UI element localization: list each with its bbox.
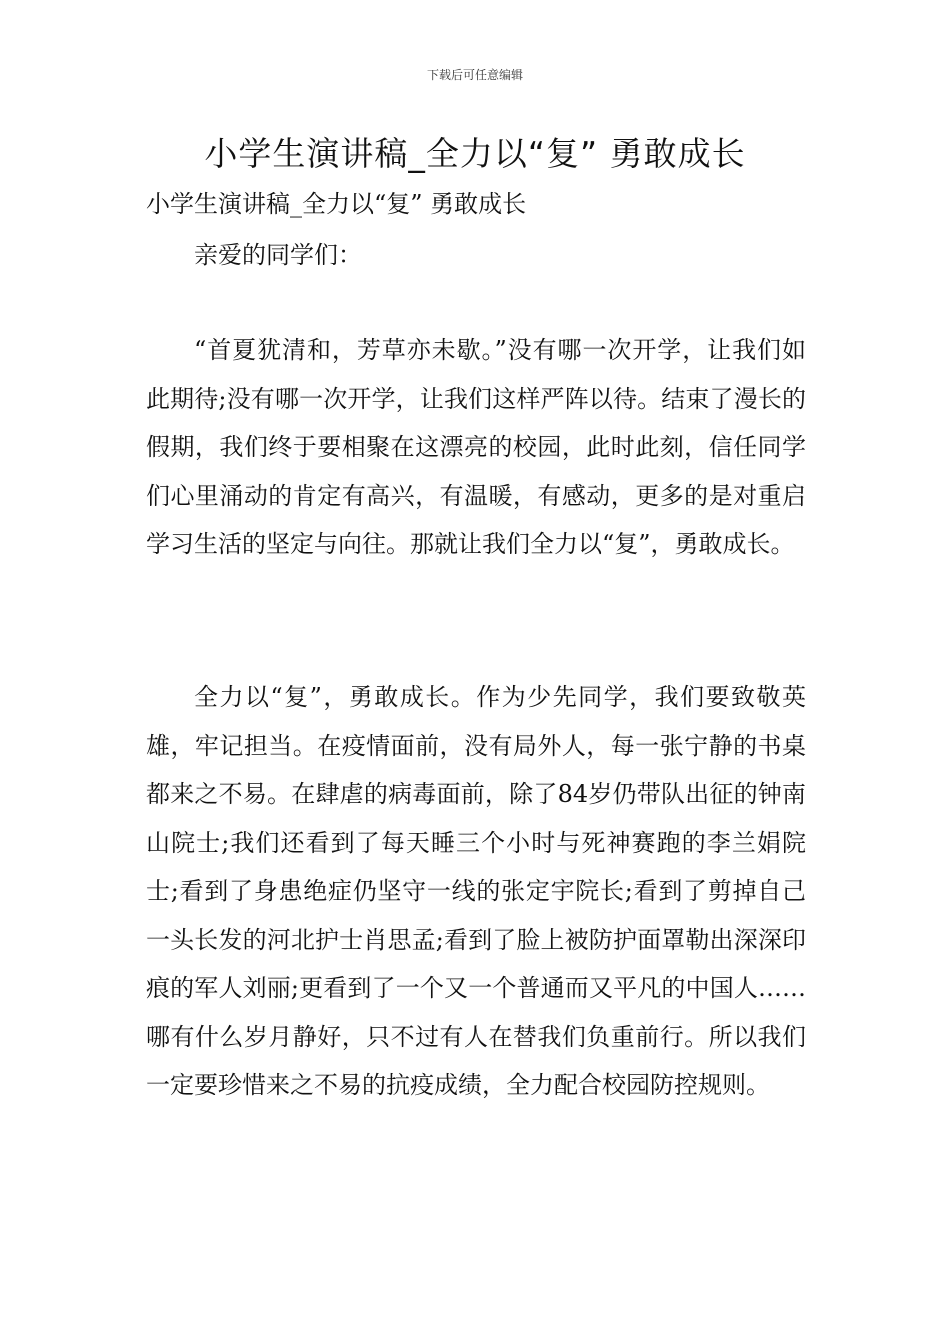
greeting-line: 亲爱的同学们： (194, 241, 362, 269)
page-header: 下载后可任意编辑 (426, 68, 523, 82)
body-paragraph-2: 全力以“复”，勇敢成长。作为少先同学，我们要致敬英雄，牢记担当。在疫情面前，没有局外人，每一张宁静的书桌都来之不易。在肆虐的病毒面前，除了84岁仍带队出征的钟南山院士;我们还看到了每天睡三个小时与死神赛跑的李兰娟院士;看到了身患绝症仍坚守一线的张定宇院长;看到了剪掉自己一头长发的河北护士肖思孟;看到了脸上被防护面罩勒出深深印痕的军人刘丽;更看到了一个又一个普通而又平凡的中国人……哪有什么岁月静好，只不过有人在替我们负重前行。所以我们一定要珍惜来之不易的抗疫成绩，全力配合校园防控规则。 (146, 683, 806, 1099)
document-title: 小学生演讲稿_全力以“复” 勇敢成长 (204, 134, 746, 173)
document-subtitle: 小学生演讲稿_全力以“复” 勇敢成长 (146, 190, 527, 218)
body-paragraph-1: “首夏犹清和，芳草亦未歇。”没有哪一次开学，让我们如此期待;没有哪一次开学，让我们这样严阵以待。结束了漫长的假期，我们终于要相聚在这漂亮的校园，此时此刻，信任同学们心里涌动的肯定有高兴，有温暖，有感动，更多的是对重启学习生活的坚定与向往。那就让我们全力以“复”，勇敢成长。 (146, 336, 806, 558)
